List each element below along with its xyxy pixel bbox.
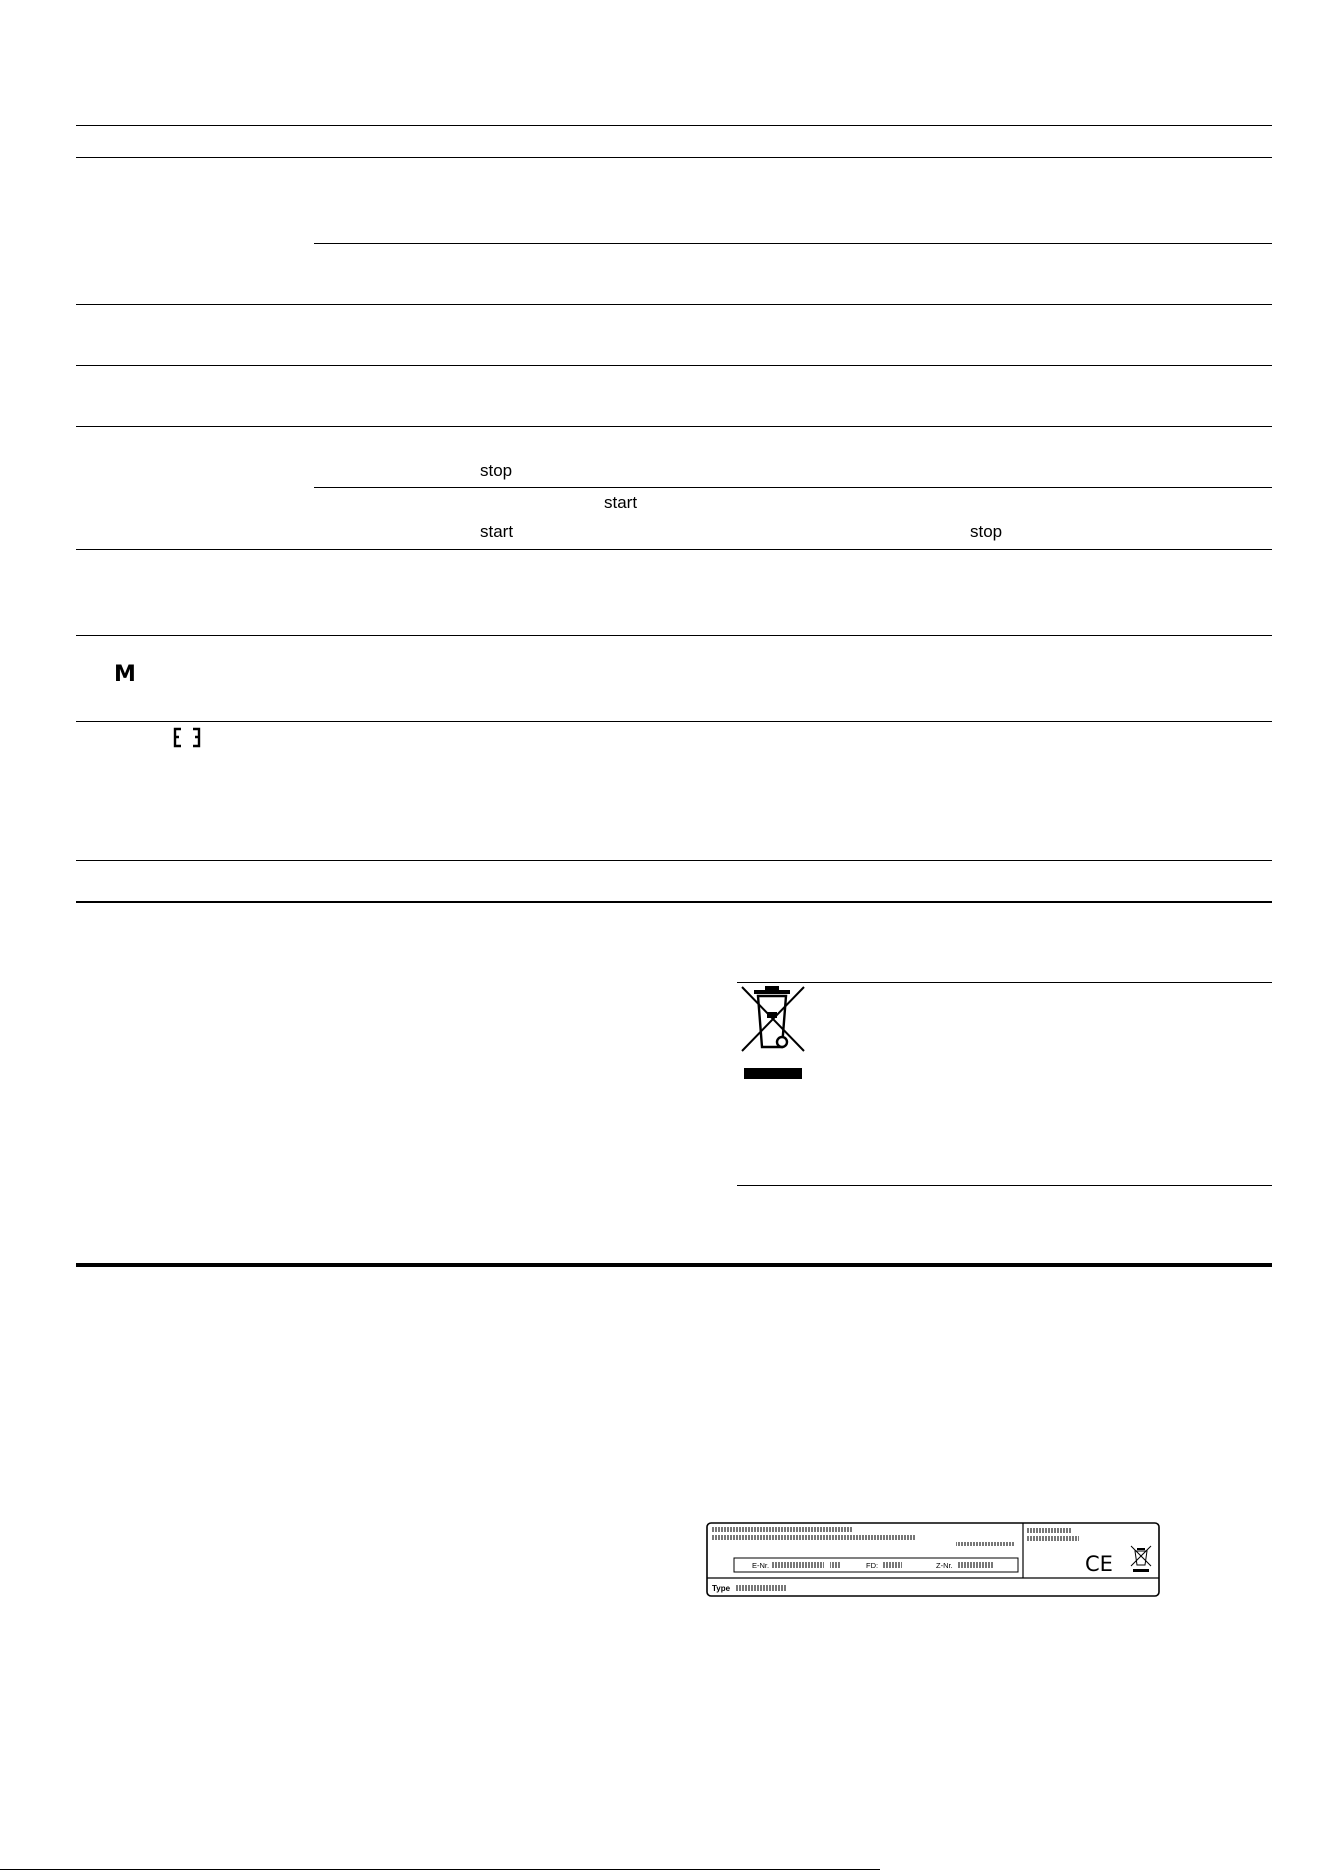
page-bottom-rule: [0, 1869, 880, 1870]
table-top-rule: [76, 125, 1272, 126]
table-cell-stop: stop: [970, 522, 1003, 541]
rating-plate-znr-label: Z-Nr.: [936, 1561, 953, 1570]
disposal-box-bottom-rule: [737, 1185, 1272, 1186]
table-row-divider: [76, 304, 1272, 305]
table-row-subdivider: [314, 243, 1272, 244]
rating-plate-illustration: [706, 1522, 1160, 1598]
m-symbol: M: [114, 662, 136, 687]
section-divider-rule: [76, 1263, 1272, 1267]
table-row-subdivider: [314, 487, 1272, 488]
display-brace-symbol: [172, 727, 202, 749]
rating-plate-fd-label: FD:: [866, 1561, 879, 1570]
rating-plate-type-label: Type: [712, 1584, 731, 1593]
table-header-rule: [76, 157, 1272, 158]
table-row-divider: [76, 721, 1272, 722]
table-row-divider: [76, 860, 1272, 861]
table-row-divider: [76, 365, 1272, 366]
disposal-box-top-rule: [737, 982, 1272, 983]
crossed-out-wheelie-bin-icon: [740, 985, 806, 1081]
table-row-divider: [76, 635, 1272, 636]
rating-plate-enr-label: E-Nr.: [752, 1561, 770, 1570]
table-cell-start: start: [604, 493, 638, 512]
table-cell-stop: stop: [480, 461, 513, 480]
table-bottom-rule: [76, 901, 1272, 903]
table-row-divider: [76, 426, 1272, 427]
table-cell-start: start: [480, 522, 514, 541]
table-row-divider: [76, 549, 1272, 550]
rating-plate-ce-mark: CE: [1085, 1552, 1113, 1576]
